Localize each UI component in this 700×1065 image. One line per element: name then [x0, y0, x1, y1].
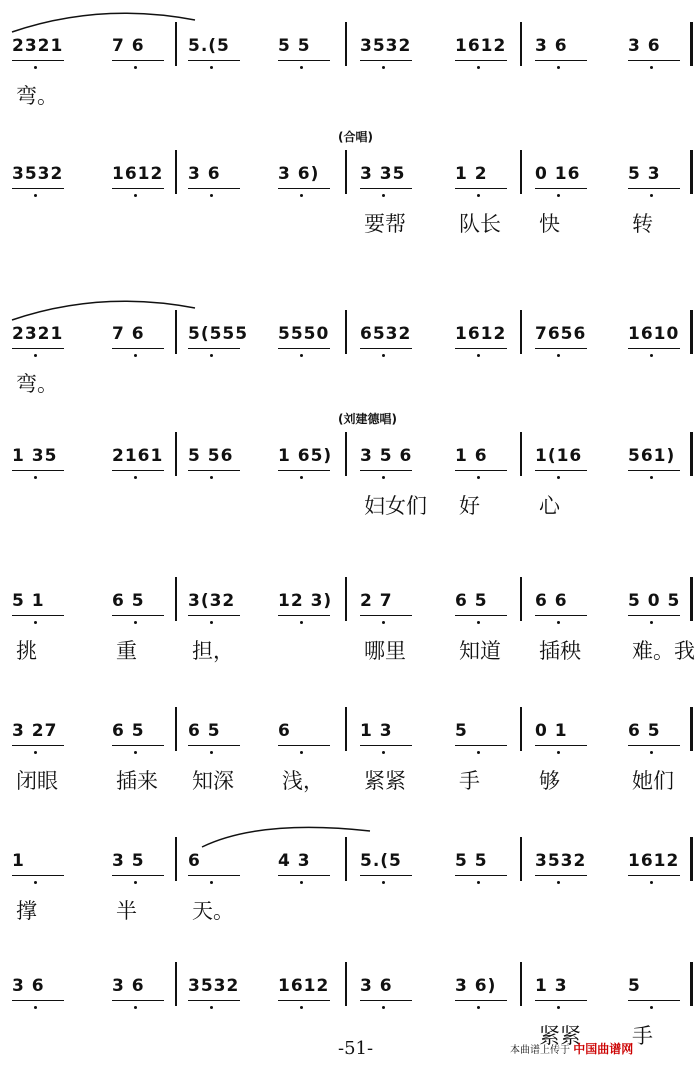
beam-line [535, 188, 587, 189]
octave-dot [557, 881, 560, 884]
beam-line [112, 615, 164, 616]
note-group: 4 3 [278, 851, 311, 871]
note-group: 1612 [455, 324, 507, 344]
beam-line [12, 615, 64, 616]
watermark-site: 中国曲谱网 [573, 1042, 634, 1056]
note-group: 1612 [628, 851, 680, 871]
octave-dot [34, 881, 37, 884]
beam-line [535, 60, 587, 61]
note-group: 6 5 [628, 721, 661, 741]
lyric-text: 紧紧 [539, 1024, 581, 1048]
lyric-text: 紧紧 [364, 769, 406, 793]
note-group: 3 35 [360, 164, 406, 184]
note-group: 0 16 [535, 164, 581, 184]
note-group: 1 2 [455, 164, 488, 184]
note-group: 3532 [188, 976, 240, 996]
lyric-text: 她们 [632, 769, 674, 793]
note-group: 6 6 [535, 591, 568, 611]
beam-line [12, 745, 64, 746]
beam-line [535, 615, 587, 616]
beam-line [535, 470, 587, 471]
lyric-text: 手 [632, 1024, 653, 1048]
note-group: 3532 [360, 36, 412, 56]
note-group: 1 6 [455, 446, 488, 466]
beam-line [360, 348, 412, 349]
barline [520, 310, 522, 354]
barline [520, 962, 522, 1006]
octave-dot [382, 476, 385, 479]
barline [175, 707, 177, 751]
note-group: 3532 [535, 851, 587, 871]
octave-dot [134, 354, 137, 357]
note-group: 2321 [12, 324, 64, 344]
lyric-text: 弯。 [16, 372, 58, 396]
barline [345, 962, 347, 1006]
barline [520, 22, 522, 66]
octave-dot [210, 476, 213, 479]
barline [520, 432, 522, 476]
octave-dot [557, 1006, 560, 1009]
vocal-annotation: (合唱) [338, 130, 373, 144]
phrase-slur [200, 821, 380, 851]
octave-dot [34, 194, 37, 197]
page-number: -51- [338, 1038, 374, 1059]
score-system [0, 555, 700, 680]
octave-dot [477, 1006, 480, 1009]
note-group: 1612 [455, 36, 507, 56]
note-group: 7 6 [112, 324, 145, 344]
note-group: 1 65) [278, 446, 333, 466]
beam-line [188, 60, 240, 61]
note-group: 3 6 [360, 976, 393, 996]
note-group: 3532 [12, 164, 64, 184]
barline [520, 837, 522, 881]
barline [690, 577, 693, 621]
note-group: 561) [628, 446, 676, 466]
barline [175, 432, 177, 476]
beam-line [628, 348, 680, 349]
beam-line [112, 745, 164, 746]
lyric-text: 要帮 [364, 212, 406, 236]
note-group: 7 6 [112, 36, 145, 56]
beam-line [455, 188, 507, 189]
beam-line [112, 470, 164, 471]
octave-dot [210, 354, 213, 357]
note-group: 3 6 [112, 976, 145, 996]
octave-dot [134, 66, 137, 69]
barline [345, 707, 347, 751]
octave-dot [382, 881, 385, 884]
beam-line [360, 1000, 412, 1001]
beam-line [278, 60, 330, 61]
octave-dot [382, 66, 385, 69]
octave-dot [300, 194, 303, 197]
barline [690, 962, 693, 1006]
octave-dot [557, 354, 560, 357]
lyric-text: 闭眼 [16, 769, 58, 793]
vocal-annotation: (刘建德唱) [338, 412, 397, 426]
barline [175, 577, 177, 621]
score-system [0, 410, 700, 535]
octave-dot [210, 621, 213, 624]
note-group: 3 6 [628, 36, 661, 56]
lyric-text: 插来 [116, 769, 158, 793]
note-group: 0 1 [535, 721, 568, 741]
note-group: 5 56 [188, 446, 234, 466]
beam-line [188, 1000, 240, 1001]
note-group: 3 27 [12, 721, 58, 741]
lyric-text: 心 [539, 494, 560, 518]
barline [345, 577, 347, 621]
note-group: 5 0 5 [628, 591, 681, 611]
octave-dot [557, 194, 560, 197]
octave-dot [300, 751, 303, 754]
octave-dot [477, 751, 480, 754]
beam-line [278, 615, 330, 616]
octave-dot [382, 194, 385, 197]
octave-dot [134, 751, 137, 754]
octave-dot [477, 881, 480, 884]
lyric-text: 知深 [192, 769, 234, 793]
octave-dot [382, 751, 385, 754]
barline [520, 150, 522, 194]
phrase-slur [10, 294, 210, 324]
beam-line [188, 188, 240, 189]
octave-dot [477, 354, 480, 357]
beam-line [278, 745, 330, 746]
beam-line [628, 745, 680, 746]
note-group: 1610 [628, 324, 680, 344]
beam-line [628, 470, 680, 471]
octave-dot [557, 621, 560, 624]
barline [690, 310, 693, 354]
lyric-text: 重 [116, 639, 137, 663]
barline [690, 150, 693, 194]
note-group: 2161 [112, 446, 164, 466]
beam-line [112, 875, 164, 876]
octave-dot [650, 1006, 653, 1009]
beam-line [535, 745, 587, 746]
octave-dot [210, 751, 213, 754]
note-group: 5 5 [278, 36, 311, 56]
barline [175, 962, 177, 1006]
beam-line [188, 615, 240, 616]
phrase-slur [10, 6, 210, 36]
note-group: 6532 [360, 324, 412, 344]
beam-line [12, 470, 64, 471]
note-group: 5 [455, 721, 468, 741]
beam-line [278, 348, 330, 349]
beam-line [188, 470, 240, 471]
beam-line [628, 188, 680, 189]
beam-line [188, 348, 240, 349]
octave-dot [134, 1006, 137, 1009]
note-group: 1612 [278, 976, 330, 996]
octave-dot [134, 194, 137, 197]
note-group: 5 1 [12, 591, 45, 611]
note-group: 5 3 [628, 164, 661, 184]
note-group: 2321 [12, 36, 64, 56]
octave-dot [300, 476, 303, 479]
barline [690, 837, 693, 881]
beam-line [455, 875, 507, 876]
lyric-text: 知道 [459, 639, 501, 663]
beam-line [455, 470, 507, 471]
note-group: 6 5 [188, 721, 221, 741]
barline [690, 432, 693, 476]
barline [345, 432, 347, 476]
note-group: 1612 [112, 164, 164, 184]
note-group: 7656 [535, 324, 587, 344]
octave-dot [477, 66, 480, 69]
note-group: 5.(5 [360, 851, 402, 871]
octave-dot [382, 354, 385, 357]
octave-dot [477, 476, 480, 479]
note-group: 3 6 [535, 36, 568, 56]
octave-dot [300, 354, 303, 357]
octave-dot [557, 476, 560, 479]
octave-dot [650, 194, 653, 197]
barline [520, 707, 522, 751]
octave-dot [650, 354, 653, 357]
beam-line [12, 188, 64, 189]
octave-dot [134, 621, 137, 624]
octave-dot [34, 354, 37, 357]
watermark [510, 1040, 633, 1057]
beam-line [535, 1000, 587, 1001]
octave-dot [210, 66, 213, 69]
beam-line [188, 745, 240, 746]
score-system [0, 685, 700, 810]
note-group: 6 5 [112, 721, 145, 741]
beam-line [278, 188, 330, 189]
note-group: 3(32 [188, 591, 236, 611]
lyric-text: 撑 [16, 899, 37, 923]
beam-line [455, 60, 507, 61]
octave-dot [557, 66, 560, 69]
beam-line [360, 188, 412, 189]
note-group: 2 7 [360, 591, 393, 611]
note-group: 3 6 [12, 976, 45, 996]
beam-line [360, 615, 412, 616]
lyric-text: 好 [459, 494, 480, 518]
beam-line [360, 875, 412, 876]
watermark-text: 本曲谱上传于 [510, 1045, 570, 1056]
barline [345, 150, 347, 194]
octave-dot [650, 751, 653, 754]
note-group: 6 [278, 721, 291, 741]
barline [345, 310, 347, 354]
note-group: 1 35 [12, 446, 58, 466]
beam-line [455, 348, 507, 349]
lyric-text: 天。 [192, 899, 234, 923]
beam-line [112, 1000, 164, 1001]
beam-line [455, 1000, 507, 1001]
note-group: 3 6) [455, 976, 497, 996]
beam-line [535, 875, 587, 876]
score-system [0, 288, 700, 413]
beam-line [628, 1000, 680, 1001]
lyric-text: 弯。 [16, 84, 58, 108]
lyric-text: 半 [116, 899, 137, 923]
beam-line [112, 60, 164, 61]
octave-dot [650, 476, 653, 479]
beam-line [278, 470, 330, 471]
octave-dot [382, 1006, 385, 1009]
octave-dot [477, 194, 480, 197]
note-group: 5 [628, 976, 641, 996]
lyric-text: 哪里 [364, 639, 406, 663]
note-group: 6 5 [112, 591, 145, 611]
octave-dot [300, 1006, 303, 1009]
octave-dot [34, 1006, 37, 1009]
note-group: 3 5 [112, 851, 145, 871]
note-group: 1(16 [535, 446, 583, 466]
octave-dot [300, 621, 303, 624]
note-group: 12 3) [278, 591, 333, 611]
note-group: 6 [188, 851, 201, 871]
beam-line [12, 60, 64, 61]
lyric-text: 手 [459, 769, 480, 793]
beam-line [360, 745, 412, 746]
barline [175, 837, 177, 881]
note-group: 5.(5 [188, 36, 230, 56]
octave-dot [210, 881, 213, 884]
octave-dot [134, 881, 137, 884]
octave-dot [650, 621, 653, 624]
octave-dot [557, 751, 560, 754]
lyric-text: 妇女们 [364, 494, 427, 518]
lyric-text: 队长 [459, 212, 501, 236]
note-group: 1 [12, 851, 25, 871]
lyric-text: 够 [539, 769, 560, 793]
octave-dot [650, 881, 653, 884]
beam-line [360, 470, 412, 471]
beam-line [112, 188, 164, 189]
lyric-text: 快 [539, 212, 560, 236]
octave-dot [300, 66, 303, 69]
beam-line [278, 1000, 330, 1001]
note-group: 6 5 [455, 591, 488, 611]
beam-line [455, 745, 507, 746]
barline [690, 707, 693, 751]
octave-dot [134, 476, 137, 479]
beam-line [360, 60, 412, 61]
lyric-text: 浅， [282, 769, 324, 793]
beam-line [628, 875, 680, 876]
note-group: 5 5 [455, 851, 488, 871]
note-group: 1 3 [535, 976, 568, 996]
octave-dot [210, 1006, 213, 1009]
lyric-text: 挑 [16, 639, 37, 663]
beam-line [12, 348, 64, 349]
note-group: 3 5 6 [360, 446, 413, 466]
note-group: 3 6 [188, 164, 221, 184]
barline [690, 22, 693, 66]
lyric-text: 担， [192, 639, 234, 663]
octave-dot [650, 66, 653, 69]
octave-dot [34, 751, 37, 754]
beam-line [628, 615, 680, 616]
note-group: 5(555 [188, 324, 249, 344]
octave-dot [382, 621, 385, 624]
lyric-text: 转 [632, 212, 653, 236]
beam-line [12, 875, 64, 876]
beam-line [188, 875, 240, 876]
barline [175, 150, 177, 194]
score-system [0, 0, 700, 125]
octave-dot [477, 621, 480, 624]
octave-dot [34, 621, 37, 624]
score-system [0, 815, 700, 940]
beam-line [535, 348, 587, 349]
note-group: 3 6) [278, 164, 320, 184]
octave-dot [300, 881, 303, 884]
barline [520, 577, 522, 621]
lyric-text: 插秧 [539, 639, 581, 663]
octave-dot [210, 194, 213, 197]
octave-dot [34, 476, 37, 479]
beam-line [278, 875, 330, 876]
score-system [0, 128, 700, 253]
beam-line [455, 615, 507, 616]
note-group: 5550 [278, 324, 330, 344]
note-group: 1 3 [360, 721, 393, 741]
beam-line [112, 348, 164, 349]
lyric-text: 难。我 [632, 639, 695, 663]
octave-dot [34, 66, 37, 69]
beam-line [628, 60, 680, 61]
beam-line [12, 1000, 64, 1001]
barline [345, 22, 347, 66]
